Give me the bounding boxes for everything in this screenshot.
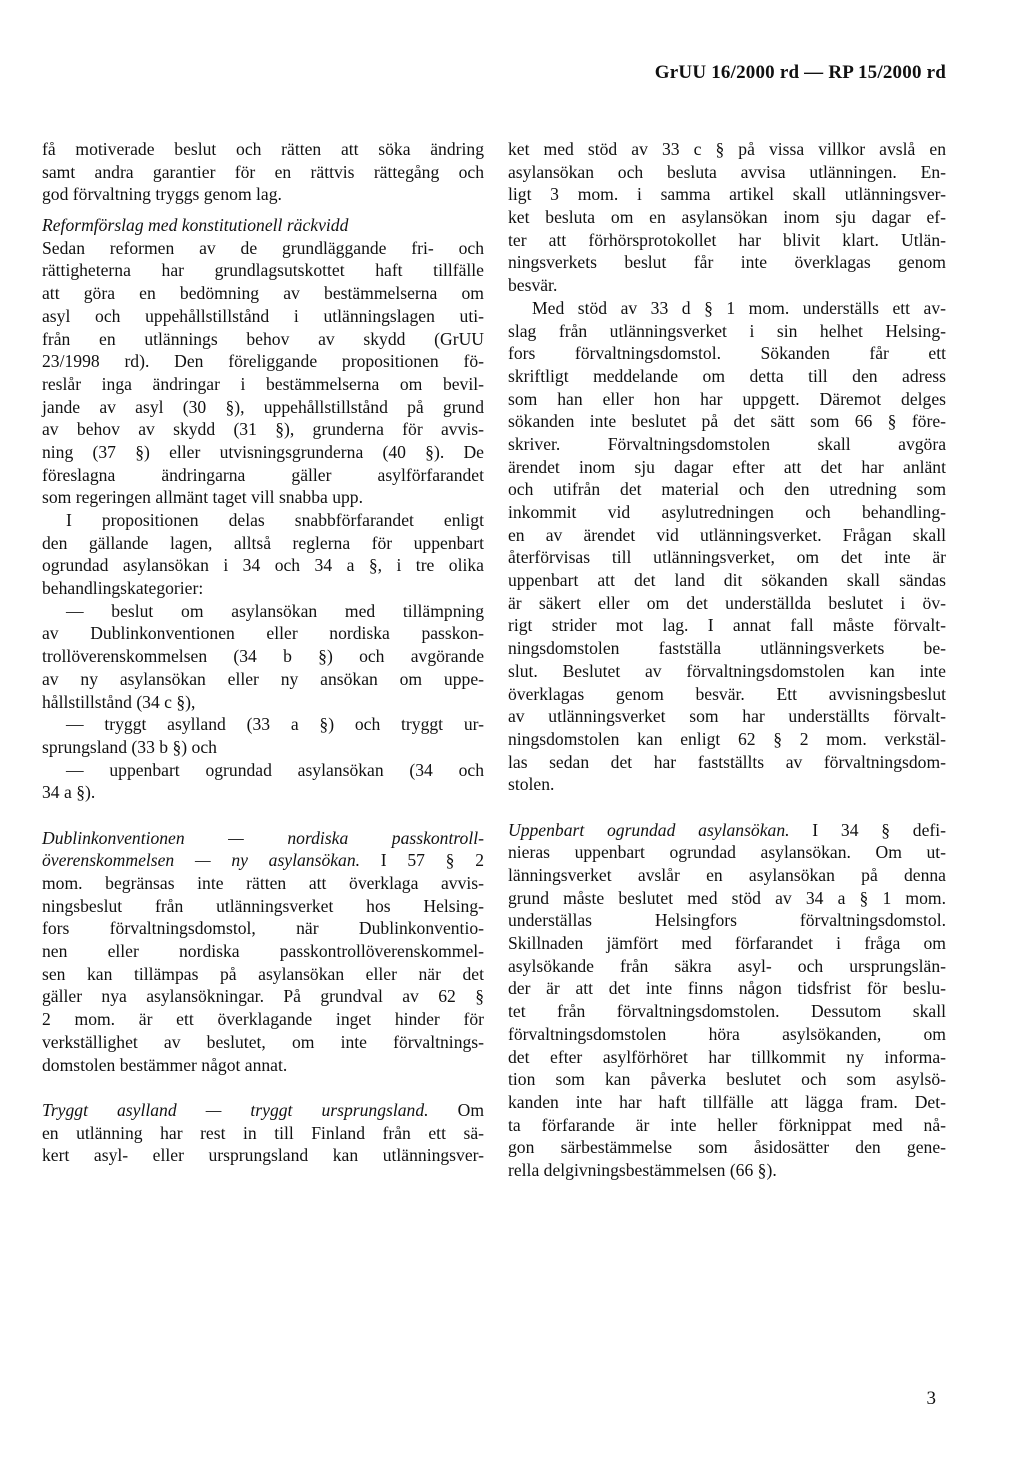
text-line: trollöverenskommelsen (34 b §) och avgörande [42, 646, 484, 667]
text-line: av utlänningsverket som har underställts förvalt- [508, 706, 946, 727]
paragraph [508, 819, 946, 1182]
running-head: GrUU 16/2000 rd — RP 15/2000 rd [654, 62, 946, 83]
text-line: ter att förhörsprotokollet har blivit klart. Utlän- [508, 229, 946, 250]
text-line: Skillnaden jämfört med förfarandet i fråga om [508, 933, 946, 954]
text-line [42, 849, 484, 872]
text-line: Med stöd av 33 d § 1 mom. underställs ett av- [532, 297, 946, 318]
text-line: sen kan tillämpas på asylansökan eller när det [42, 963, 484, 984]
text-line: ningsdomstolen fastställa utlänningsverkets be- [508, 638, 946, 659]
text-line: slut. Beslutet av förvaltningsdomstolen kan inte [508, 660, 946, 681]
paragraph [42, 138, 484, 206]
text-line: gon särbestämmelse som åsidosätter den gene- [508, 1137, 946, 1158]
list-item [42, 600, 484, 713]
text-line: samt andra garantier för en rättvis rättegång och [42, 161, 484, 182]
text-line: sprungsland (33 b §) och [42, 736, 217, 757]
text-line: inkommit vid asylutredningen och behandling- [508, 502, 946, 522]
paragraph [508, 138, 946, 297]
text-line: av ny asylansökan eller ny ansökan om uppe- [42, 668, 484, 689]
inline-heading: Tryggt asylland — tryggt ursprungsland. [42, 1099, 429, 1120]
text-line: god förvaltning tryggs genom lag. [42, 184, 282, 205]
text-line: en utlänning har rest in till Finland från ett sä- [42, 1122, 484, 1143]
text-run: I 34 § defi- [789, 819, 946, 840]
section-heading: Reformförslag med konstitutionell räckvidd [42, 215, 349, 236]
text-line: 23/1998 rd). Den föreliggande propositionen fö- [42, 351, 484, 372]
text-line: länningsverket avslår en asylansökan på denna [508, 865, 946, 885]
paragraph [508, 297, 946, 796]
text-line: och utifrån det material och den utredning som [508, 479, 946, 500]
text-line: föreslagna ändringarna gäller asylförfarandet [42, 464, 484, 485]
text-line: är säkert eller om det underställda beslutet i öv- [508, 592, 946, 613]
text-line: nen eller nordiska passkontrollöverenskommel- [42, 941, 484, 962]
text-line: som han eller hon har uppgett. Däremot delges [508, 388, 946, 409]
text-line: förvaltningsdomstolen höra asylsökanden, om [508, 1023, 946, 1044]
text-line: — tryggt asylland (33 a §) och tryggt ur- [66, 714, 484, 735]
text-line: 2 mom. är ett överklagande inget hinder för [42, 1009, 484, 1030]
left-column [42, 138, 484, 1167]
text-line: ningsbeslut från utlänningsverket hos Helsing- [42, 895, 484, 916]
text-line: mom. begränsas inte rätten att överklaga avvis- [42, 873, 484, 893]
text-line: av behov av skydd (31 §), grunderna för avvis- [42, 419, 484, 440]
text-line: jande av asyl (30 §), uppehållstillstånd på grund [42, 396, 484, 417]
text-line: asylsökande från säkra asyl- och ursprungslän- [508, 955, 946, 976]
paragraph [42, 1099, 484, 1167]
text-line: skriver. Förvaltningsdomstolen skall avgöra [508, 433, 946, 454]
text-line: ligt 3 mom. i samma artikel skall utlänningsver- [508, 184, 946, 205]
text-line: uppenbart att det land dit sökanden skall sändas [508, 570, 946, 591]
text-line: der är att det inte finns någon tidsfrist för beslu- [508, 978, 946, 999]
text-line: från en utlännings behov av skydd (GrUU [42, 328, 484, 349]
text-line: hållstillstånd (34 c §), [42, 691, 196, 712]
text-line: tet från förvaltningsdomstolen. Dessutom skall [508, 1001, 946, 1022]
text-line: asyl och uppehållstillstånd i utlänningslagen uti- [42, 305, 484, 326]
text-line: ta förfarande är inte heller förknippat med nå- [508, 1114, 946, 1135]
text-line: återförvisas till utlänningsverket, om det inte är [508, 547, 946, 568]
paragraph [42, 237, 484, 509]
text-line: — uppenbart ogrundad asylansökan (34 och [66, 759, 484, 780]
text-line: underställas Helsingfors förvaltningsdomstol. [508, 910, 946, 931]
text-line: överklagas genom besvär. Ett avvisningsbeslut [508, 683, 946, 704]
text-line: ningsdomstolen kan enligt 62 § 2 mom. verkstäl- [508, 728, 946, 749]
text-line: rigt strider mot lag. I annat fall måste förvalt- [508, 615, 946, 636]
text-line: ket besluta om en asylansökan inom sju dagar ef- [508, 207, 946, 228]
text-run: I 57 § 2 [360, 850, 484, 871]
text-line: gäller nya asylansökningar. På grundval av 62 § [42, 986, 484, 1007]
text-line: stolen. [508, 774, 555, 795]
text-line: att göra en bedömning av bestämmelserna om [42, 283, 484, 304]
text-line: tion som kan påverka beslutet och som asylsö- [508, 1069, 946, 1090]
text-line: det efter asylförhöret har tillkommit ny informa- [508, 1046, 946, 1067]
text-line: ning (37 §) eller utvisningsgrunderna (40 §). De [42, 441, 484, 462]
text-line: ket med stöd av 33 c § på vissa villkor avslå en [508, 139, 946, 159]
inline-heading: Dublinkonventionen — nordiska passkontroll- [42, 827, 484, 848]
text-line: ningsverkets beslut får inte överklagas genom [508, 252, 946, 273]
text-line: — beslut om asylansökan med tillämpning [66, 600, 484, 621]
text-line: rella delgivningsbestämmelsen (66 §). [508, 1159, 777, 1180]
text-line: reslår inga ändringar i bestämmelserna om bevil- [42, 373, 484, 394]
text-line: kanden inte har haft tillfälle att lägga fram. Det- [508, 1091, 946, 1112]
paragraph [42, 827, 484, 1077]
text-line: sökanden inte beslutet på det sätt som 66 § före- [508, 411, 946, 432]
text-line: asylansökan och besluta avvisa utlänningen. En- [508, 161, 946, 182]
text-line: behandlingskategorier: [42, 578, 204, 599]
text-line: en av ärendet vid utlänningsverket. Frågan skall [508, 524, 946, 545]
text-line: las sedan det har fastställts av förvaltningsdom- [508, 751, 946, 772]
text-line: I propositionen delas snabbförfarandet enligt [66, 510, 484, 530]
inline-heading: överenskommelsen — ny asylansökan. [42, 850, 361, 871]
text-line: den gällande lagen, alltså reglerna för uppenbart [42, 532, 484, 553]
text-line: nieras uppenbart ogrundad asylansökan. Om ut- [508, 842, 946, 863]
list-item [42, 713, 484, 758]
text-line: verkställighet av beslutet, om inte förvaltnings- [42, 1031, 484, 1052]
text-line: rättigheterna har grundlagsutskottet haft tillfälle [42, 260, 484, 281]
text-line: slag från utlänningsverket i sin helhet Helsing- [508, 320, 946, 341]
text-line: domstolen bestämmer något annat. [42, 1054, 288, 1075]
inline-heading: Uppenbart ogrundad asylansökan. [508, 819, 790, 840]
right-column [508, 138, 946, 1182]
text-line [508, 819, 946, 842]
text-line: fors förvaltningsdomstol. Sökanden får ett [508, 343, 946, 364]
text-line: Sedan reformen av de grundläggande fri- och [42, 237, 484, 258]
page-number: 3 [926, 1388, 936, 1409]
text-line: ogrundad asylansökan i 34 och 34 a §, i tre olika [42, 555, 484, 576]
text-line: av Dublinkonventionen eller nordiska passkon- [42, 623, 484, 644]
text-line: som regeringen allmänt taget vill snabba upp. [42, 487, 364, 508]
text-line: grund måste beslutet med stöd av 34 a § 1 mom. [508, 887, 946, 908]
text-line: 34 a §). [42, 782, 96, 803]
text-line: kert asyl- eller ursprungsland kan utlänningsver- [42, 1145, 484, 1166]
text-line: skriftligt meddelande om detta till den adress [508, 365, 946, 386]
list-item [42, 759, 484, 804]
text-run: Om [428, 1099, 484, 1120]
text-line: fors förvaltningsdomstol, när Dublinkonventio- [42, 918, 484, 939]
text-line: besvär. [508, 275, 558, 296]
text-line [42, 1099, 484, 1122]
text-line: få motiverade beslut och rätten att söka ändring [42, 139, 484, 159]
text-line: ärendet inom sju dagar efter att det har anlänt [508, 456, 946, 477]
paragraph [42, 509, 484, 600]
